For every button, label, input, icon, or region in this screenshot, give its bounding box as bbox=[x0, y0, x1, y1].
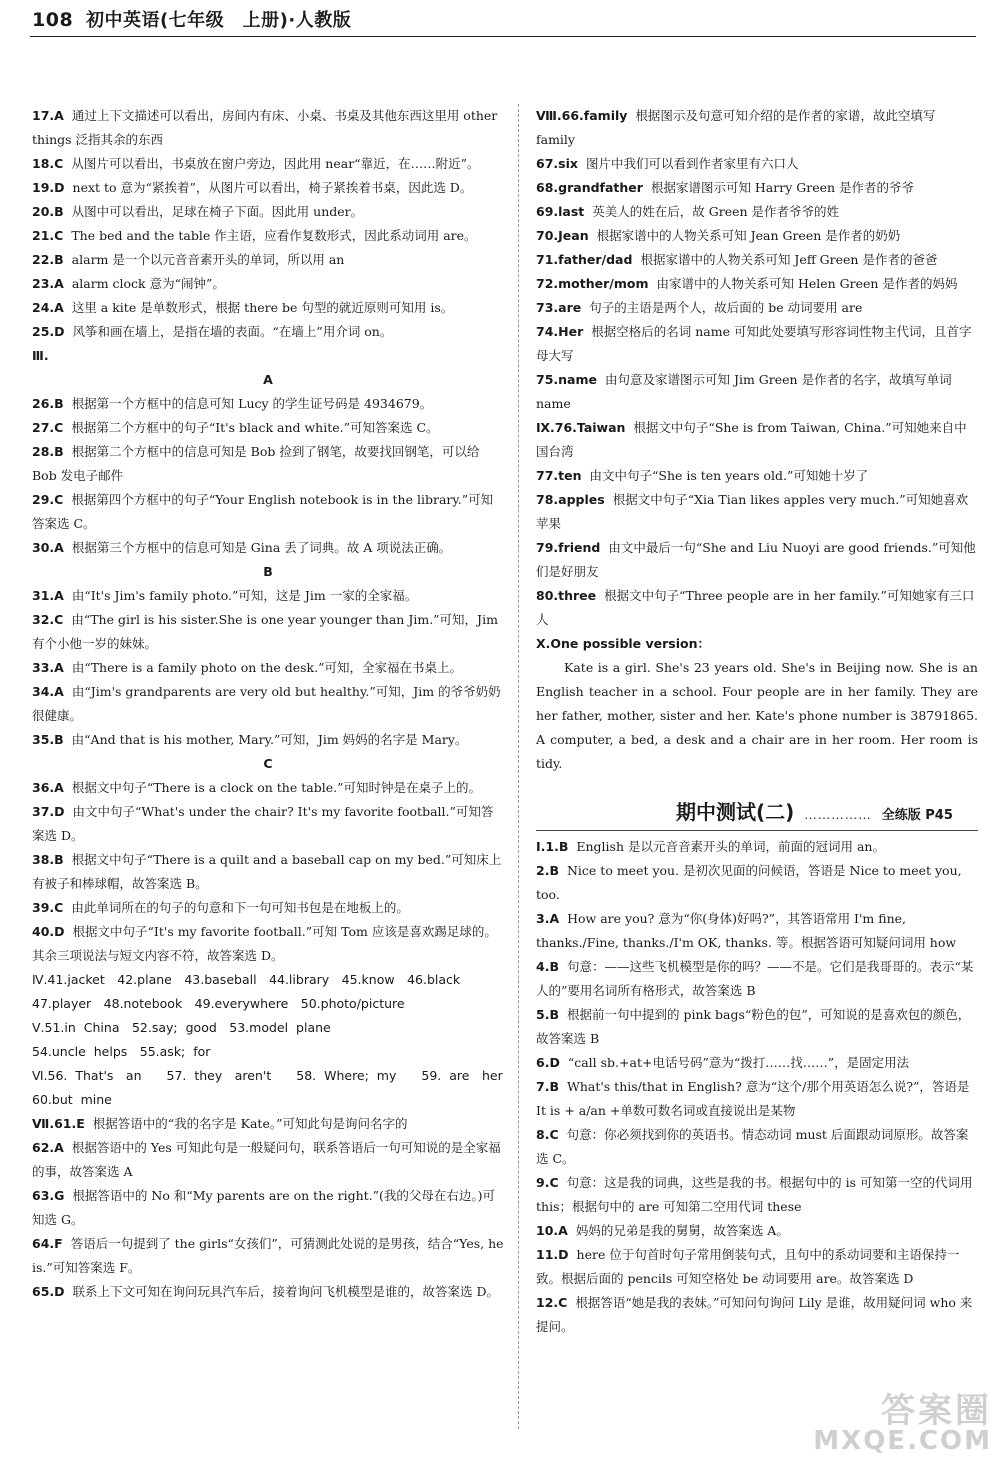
answer-item bbox=[536, 835, 978, 859]
answer-number: 70.Jean bbox=[536, 228, 589, 243]
exam-dots: …………… bbox=[804, 807, 872, 822]
answer-explanation: 根据第一个方框中的信息可知 Lucy 的学生证号码是 4934679。 bbox=[71, 396, 433, 411]
answer-number: 39.C bbox=[32, 900, 64, 915]
answer-list bbox=[536, 104, 978, 416]
answer-explanation: here 位于句首时句子常用倒装句式，且句中的系动词要和主语保持一致。根据后面的 pencils 可知空格处 be 动词要用 are。故答案选 D bbox=[536, 1247, 960, 1286]
answer-explanation: 句意：——这些飞机模型是你的吗？——不是。它们是我哥哥的。表示“某人的”要用名词所有格形式，故答案选 B bbox=[536, 959, 974, 998]
answer-number: Ⅰ.1.B bbox=[536, 839, 569, 854]
essay-text: Kate is a girl. She's 23 years old. She's in Beijing now. She is an English teacher in a school. Four people are in her family. They are her father, mother, sister and her. Kate's phone number is 38791865. A computer, a bed, a desk and a chair are in her room. Her room is tidy. bbox=[536, 660, 978, 771]
answer-explanation: 根据答语“她是我的表妹。”可知问句询问 Lily 是谁，故用疑问词 who 来提问。 bbox=[536, 1295, 973, 1334]
section-4-answers: Ⅳ.41.jacket 42.plane 43.baseball 44.library 45.know 46.black bbox=[32, 972, 461, 987]
answer-explanation: 根据前一句中提到的 pink bags“粉色的包”，可知说的是喜欢包的颜色，故答案选 B bbox=[536, 1007, 971, 1046]
answer-number: 5.B bbox=[536, 1007, 559, 1022]
answer-explanation: 由文中句子“What's under the chair? It's my favorite football.”可知答案选 D。 bbox=[32, 804, 494, 843]
answer-item bbox=[536, 200, 978, 224]
answer-list bbox=[32, 104, 504, 344]
answer-explanation: 根据文中句子“There is a clock on the table.”可知时钟是在桌子上的。 bbox=[71, 780, 481, 795]
answer-number: 4.B bbox=[536, 959, 559, 974]
answer-number: 29.C bbox=[32, 492, 64, 507]
answer-item bbox=[32, 680, 504, 728]
answer-number: 62.A bbox=[32, 1140, 64, 1155]
subhead-c: C bbox=[263, 756, 273, 771]
answer-item bbox=[32, 440, 504, 488]
answer-explanation: 这里 a kite 是单数形式，根据 there be 句型的就近原则可知用 is。 bbox=[71, 300, 454, 315]
section-6-answers-cont: 60.but mine bbox=[32, 1092, 112, 1107]
answer-item bbox=[32, 224, 504, 248]
answer-item bbox=[32, 800, 504, 848]
section-label-3: Ⅲ. bbox=[32, 348, 49, 363]
answer-number: 40.D bbox=[32, 924, 65, 939]
answer-number: 32.C bbox=[32, 612, 64, 627]
answer-explanation: 从图片可以看出，书桌放在窗户旁边，因此用 near“靠近，在……附近”。 bbox=[71, 156, 480, 171]
answer-number: 72.mother/mom bbox=[536, 276, 649, 291]
answer-number: 9.C bbox=[536, 1175, 559, 1190]
answer-item bbox=[32, 1232, 504, 1280]
answer-item bbox=[32, 416, 504, 440]
answer-explanation: 根据答语中的 No 和“My parents are on the right.”(我的父母在右边。)可知选 G。 bbox=[32, 1188, 496, 1227]
answer-item bbox=[32, 200, 504, 224]
answer-explanation: 妈妈的兄弟是我的舅舅，故答案选 A。 bbox=[575, 1223, 789, 1238]
answer-item bbox=[32, 656, 504, 680]
answer-explanation: 由“The girl is his sister.She is one year younger than Jim.”可知，Jim 有个小他一岁的妹妹。 bbox=[32, 612, 498, 651]
answer-explanation: next to 意为“紧挨着”，从图片可以看出，椅子紧挨着书桌，因此选 D。 bbox=[72, 180, 473, 195]
answer-item bbox=[536, 1243, 978, 1291]
answer-number: 28.B bbox=[32, 444, 64, 459]
answer-item bbox=[32, 272, 504, 296]
answer-number: 20.B bbox=[32, 204, 64, 219]
answer-item bbox=[536, 176, 978, 200]
answer-explanation: 联系上下文可知在询问玩具汽车后，接着询问飞机模型是谁的，故答案选 D。 bbox=[72, 1284, 500, 1299]
answer-item bbox=[32, 728, 504, 752]
answer-number: 34.A bbox=[32, 684, 64, 699]
answer-number: 21.C bbox=[32, 228, 64, 243]
answer-explanation: How are you? 意为“你(身体)好吗?”，其答语常用 I'm fine, thanks./Fine, thanks./I'm OK, thanks. 等。根据答语可知疑问词用 how bbox=[536, 911, 957, 950]
answer-explanation: 从图中可以看出，足球在椅子下面。因此用 under。 bbox=[71, 204, 364, 219]
subhead-a: A bbox=[263, 372, 273, 387]
section-4-answers-cont: 47.player 48.notebook 49.everywhere 50.photo/picture bbox=[32, 996, 405, 1011]
answer-item bbox=[536, 1051, 978, 1075]
answer-list bbox=[32, 776, 504, 968]
answer-explanation: 由“There is a family photo on the desk.”可知，全家福在书桌上。 bbox=[71, 660, 462, 675]
answer-number: 27.C bbox=[32, 420, 64, 435]
answer-explanation: 根据第三个方框中的信息可知是 Gina 丢了词典。故 A 项说法正确。 bbox=[71, 540, 452, 555]
answer-number: 18.C bbox=[32, 156, 64, 171]
answer-explanation: 根据文中句子“She is from Taiwan, China.”可知她来自中国台湾 bbox=[536, 420, 967, 459]
answer-explanation: 根据文中句子“There is a quilt and a baseball cap on my bed.”可知床上有被子和棒球帽，故答案选 B。 bbox=[32, 852, 502, 891]
answer-number: 68.grandfather bbox=[536, 180, 643, 195]
answer-number: 2.B bbox=[536, 863, 559, 878]
answer-number: 6.D bbox=[536, 1055, 560, 1070]
answer-item bbox=[536, 368, 978, 416]
answer-item bbox=[536, 907, 978, 955]
answer-item bbox=[536, 1291, 978, 1339]
header-rule bbox=[30, 36, 976, 37]
answer-item bbox=[536, 152, 978, 176]
answer-number: 74.Her bbox=[536, 324, 584, 339]
answer-item bbox=[536, 584, 978, 632]
answer-number: Ⅷ.66.family bbox=[536, 108, 628, 123]
answer-explanation: 风筝和画在墙上，是指在墙的表面。“在墙上”用介词 on。 bbox=[72, 324, 393, 339]
answer-item bbox=[32, 584, 504, 608]
answer-number: 12.C bbox=[536, 1295, 568, 1310]
answer-number: 80.three bbox=[536, 588, 597, 603]
answer-item bbox=[32, 320, 504, 344]
answer-item bbox=[32, 1280, 504, 1304]
answer-number: 71.father/dad bbox=[536, 252, 633, 267]
answer-explanation: “call sb.+at+电话号码”意为“拨打……找……”，是固定用法 bbox=[567, 1055, 910, 1070]
answer-item bbox=[32, 920, 504, 968]
answer-explanation: 根据第四个方框中的句子“Your English notebook is in the library.”可知答案选 C。 bbox=[32, 492, 494, 531]
answer-item bbox=[536, 1075, 978, 1123]
answer-explanation: 句子的主语是两个人，故后面的 be 动词要用 are bbox=[589, 300, 863, 315]
answer-explanation: alarm 是一个以元音音素开头的单词，所以用 an bbox=[71, 252, 345, 267]
answer-explanation: 句意：你必须找到你的英语书。情态动词 must 后面跟动词原形。故答案选 C。 bbox=[536, 1127, 969, 1166]
answer-item bbox=[32, 848, 504, 896]
answer-item bbox=[32, 896, 504, 920]
answer-number: 7.B bbox=[536, 1079, 559, 1094]
answer-number: 31.A bbox=[32, 588, 64, 603]
answer-number: 73.are bbox=[536, 300, 582, 315]
answer-item bbox=[32, 296, 504, 320]
answer-number: 69.last bbox=[536, 204, 585, 219]
section-5-answers-cont: 54.uncle helps 55.ask; for bbox=[32, 1044, 211, 1059]
answer-list bbox=[536, 835, 978, 1339]
answer-item bbox=[536, 1003, 978, 1051]
answer-item bbox=[32, 392, 504, 416]
answer-explanation: 根据家谱图示可知 Harry Green 是作者的爷爷 bbox=[650, 180, 915, 195]
answer-explanation: 根据图示及句意可知介绍的是作者的家谱，故此空填写 family bbox=[536, 108, 936, 147]
answer-explanation: 图片中我们可以看到作者家里有六口人 bbox=[585, 156, 799, 171]
answer-number: 33.A bbox=[32, 660, 64, 675]
section-5-answers: Ⅴ.51.in China 52.say; good 53.model plane bbox=[32, 1020, 331, 1035]
answer-item bbox=[536, 1219, 978, 1243]
answer-explanation: 由句意及家谱图示可知 Jim Green 是作者的名字，故填写单词 name bbox=[536, 372, 952, 411]
answer-list bbox=[32, 584, 504, 752]
answer-item bbox=[536, 859, 978, 907]
answer-item bbox=[32, 608, 504, 656]
answer-item bbox=[536, 248, 978, 272]
answer-number: 36.A bbox=[32, 780, 64, 795]
answer-number: 64.F bbox=[32, 1236, 63, 1251]
answer-item bbox=[536, 224, 978, 248]
answer-list bbox=[32, 392, 504, 560]
answer-explanation: The bed and the table 作主语，应看作复数形式，因此系动词用 are。 bbox=[71, 228, 477, 243]
answer-item bbox=[32, 104, 504, 152]
answer-number: 11.D bbox=[536, 1247, 569, 1262]
exam-title-bar bbox=[536, 800, 978, 831]
answer-item bbox=[536, 536, 978, 584]
answer-number: 65.D bbox=[32, 1284, 65, 1299]
answer-explanation: 根据文中句子“Xia Tian likes apples very much.”可知她喜欢苹果 bbox=[536, 492, 969, 531]
answer-item bbox=[536, 296, 978, 320]
answer-number: 35.B bbox=[32, 732, 64, 747]
answer-explanation: 根据文中句子“It's my favorite football.”可知 Tom 应该是喜欢踢足球的。其余三项说法与短文内容不符，故答案选 D。 bbox=[32, 924, 497, 963]
answer-number: 25.D bbox=[32, 324, 65, 339]
answer-item bbox=[32, 1184, 504, 1232]
book-title: 初中英语(七年级 上册)·人教版 bbox=[85, 10, 352, 31]
column-divider bbox=[518, 104, 519, 1429]
answer-explanation: 由“Jim's grandparents are very old but healthy.”可知，Jim 的爷爷奶奶很健康。 bbox=[32, 684, 501, 723]
answer-item bbox=[32, 176, 504, 200]
exam-reference: 全练版 P45 bbox=[881, 808, 953, 823]
answer-explanation: English 是以元音音素开头的单词，前面的冠词用 an。 bbox=[576, 839, 885, 854]
answer-number: 22.B bbox=[32, 252, 64, 267]
answer-number: 3.A bbox=[536, 911, 560, 926]
answer-number: Ⅸ.76.Taiwan bbox=[536, 420, 626, 435]
subhead-b: B bbox=[263, 564, 273, 579]
answer-explanation: 由文中最后一句“She and Liu Nuoyi are good friends.”可知他们是好朋友 bbox=[536, 540, 976, 579]
answer-explanation: 根据家谱中的人物关系可知 Jean Green 是作者的奶奶 bbox=[596, 228, 901, 243]
answer-item bbox=[536, 955, 978, 1003]
right-column bbox=[536, 104, 978, 1339]
answer-number: 79.friend bbox=[536, 540, 601, 555]
answer-item bbox=[32, 248, 504, 272]
watermark-line1: 答案圈 bbox=[881, 1391, 992, 1431]
answer-item bbox=[536, 272, 978, 296]
answer-number: 10.A bbox=[536, 1223, 568, 1238]
answer-explanation: 根据空格后的名词 name 可知此处要填写形容词性物主代词，且首字母大写 bbox=[536, 324, 972, 363]
answer-item bbox=[536, 416, 978, 464]
answer-explanation: 根据文中句子“Three people are in her family.”可知她家有三口人 bbox=[536, 588, 975, 627]
answer-list bbox=[32, 1112, 504, 1304]
answer-explanation: 由家谱中的人物关系可知 Helen Green 是作者的妈妈 bbox=[656, 276, 958, 291]
answer-item bbox=[536, 488, 978, 536]
answer-explanation: 根据答语中的“我的名字是 Kate。”可知此句是询问名字的 bbox=[92, 1116, 408, 1131]
answer-number: 63.G bbox=[32, 1188, 65, 1203]
left-column bbox=[32, 104, 504, 1304]
answer-explanation: 由“It's Jim's family photo.”可知，这是 Jim 一家的全家福。 bbox=[71, 588, 418, 603]
answer-number: 78.apples bbox=[536, 492, 605, 507]
watermark bbox=[813, 1391, 992, 1456]
answer-number: 19.D bbox=[32, 180, 65, 195]
page-number: 108 bbox=[32, 9, 74, 31]
answer-explanation: 由文中句子“She is ten years old.”可知她十岁了 bbox=[589, 468, 869, 483]
answer-explanation: What's this/that in English? 意为“这个/那个用英语怎么说?”，答语是 It is + a/an +单数可数名词或直接说出是某物 bbox=[536, 1079, 970, 1118]
answer-item bbox=[536, 1171, 978, 1219]
answer-item bbox=[536, 320, 978, 368]
answer-number: 26.B bbox=[32, 396, 64, 411]
watermark-line2: MXQE.COM bbox=[813, 1426, 992, 1456]
answer-explanation: 根据第二个方框中的信息可知是 Bob 捡到了钢笔，故要找回钢笔，可以给 Bob 发电子邮件 bbox=[32, 444, 480, 483]
answer-item bbox=[32, 152, 504, 176]
answer-number: 24.A bbox=[32, 300, 64, 315]
answer-item bbox=[536, 464, 978, 488]
answer-number: 77.ten bbox=[536, 468, 582, 483]
answer-explanation: 通过上下文描述可以看出，房间内有床、小桌、书桌及其他东西这里用 other things 泛指其余的东西 bbox=[32, 108, 498, 147]
answer-number: 17.A bbox=[32, 108, 64, 123]
answer-explanation: 由“And that is his mother, Mary.”可知，Jim 妈妈的名字是 Mary。 bbox=[71, 732, 468, 747]
answer-list bbox=[536, 416, 978, 632]
answer-explanation: alarm clock 意为“闹钟”。 bbox=[71, 276, 225, 291]
answer-item bbox=[32, 536, 504, 560]
answer-explanation: 答语后一句提到了 the girls“女孩们”，可猜测此处说的是男孩，结合“Yes, he is.”可知答案选 F。 bbox=[32, 1236, 504, 1275]
answer-item bbox=[536, 1123, 978, 1171]
answer-number: 75.name bbox=[536, 372, 597, 387]
answer-item bbox=[536, 104, 978, 152]
answer-explanation: 根据家谱中的人物关系可知 Jeff Green 是作者的爸爸 bbox=[640, 252, 938, 267]
answer-explanation: Nice to meet you. 是初次见面的问候语，答语是 Nice to meet you, too. bbox=[536, 863, 962, 902]
answer-item bbox=[32, 1112, 504, 1136]
answer-number: Ⅶ.61.E bbox=[32, 1116, 85, 1131]
answer-explanation: 由此单词所在的句子的句意和下一句可知书包是在地板上的。 bbox=[71, 900, 409, 915]
answer-number: 23.A bbox=[32, 276, 64, 291]
answer-explanation: 英美人的姓在后，故 Green 是作者爷爷的姓 bbox=[592, 204, 840, 219]
answer-item bbox=[32, 488, 504, 536]
page-header bbox=[32, 6, 351, 32]
answer-explanation: 根据答语中的 Yes 可知此句是一般疑问句，联系答语后一句可知说的是全家福的事，故答案选 A bbox=[32, 1140, 501, 1179]
essay-title: Ⅹ.One possible version： bbox=[536, 636, 711, 651]
exam-title: 期中测试(二) bbox=[676, 800, 795, 824]
answer-number: 67.six bbox=[536, 156, 578, 171]
answer-number: 8.C bbox=[536, 1127, 559, 1142]
answer-item bbox=[32, 1136, 504, 1184]
section-6-answers: Ⅵ.56. That's an 57. they aren't 58. Where; my 59. are her bbox=[32, 1068, 503, 1083]
answer-explanation: 根据第二个方框中的句子“It's black and white.”可知答案选 C。 bbox=[71, 420, 439, 435]
answer-number: 30.A bbox=[32, 540, 64, 555]
answer-item bbox=[32, 776, 504, 800]
answer-explanation: 句意：这是我的词典，这些是我的书。根据句中的 is 可知第一空的代词用 this；根据句中的 are 可知第二空用代词 these bbox=[536, 1175, 973, 1214]
answer-number: 37.D bbox=[32, 804, 65, 819]
answer-number: 38.B bbox=[32, 852, 64, 867]
